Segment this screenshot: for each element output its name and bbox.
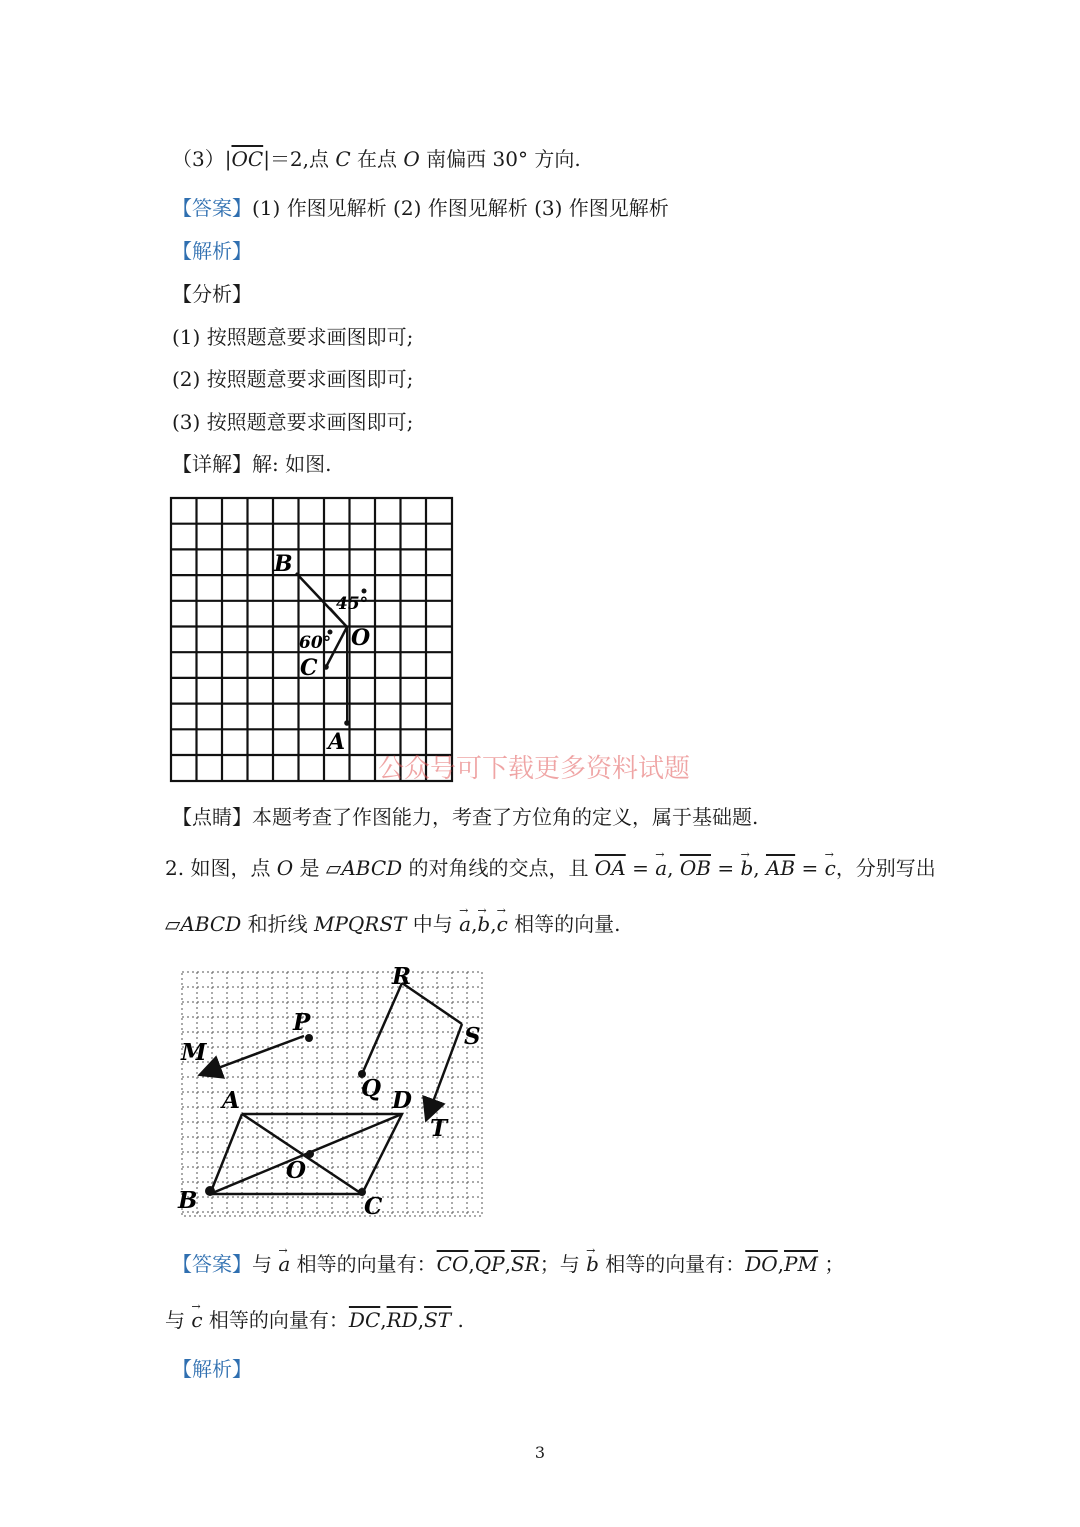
- vector-st: $\overline{ST}$: [424, 1308, 452, 1332]
- question-part-3-line: [172, 146, 581, 172]
- angle-60-label: 60°: [299, 633, 332, 653]
- answer-tag: 【答案】: [172, 196, 252, 220]
- text: 在点: [350, 147, 404, 171]
- vector-pm: [202, 1036, 304, 1074]
- text: 相等的向量有：: [598, 1252, 746, 1276]
- dianjing-line: [172, 804, 758, 830]
- label-q: Q: [361, 1075, 382, 1102]
- text: 与: [252, 1252, 279, 1276]
- text: ,: [777, 1252, 785, 1276]
- label-b: B: [274, 551, 293, 577]
- text: ，分别写出: [835, 856, 936, 880]
- vector-ab: $\overline{AB}$: [765, 856, 796, 880]
- page-number: 3: [534, 1443, 546, 1462]
- point-o-dot: [306, 1150, 314, 1158]
- text: 是: [293, 856, 326, 880]
- vector-c: → c: [497, 911, 508, 937]
- text: ,: [667, 856, 680, 880]
- text: =: [625, 856, 656, 880]
- vector-do: $\overline{DO}$: [745, 1252, 778, 1276]
- point-a-dot: [344, 720, 350, 726]
- dianjing-tag: 【点睛】: [172, 805, 252, 829]
- answer-text: (1) 作图见解析 (2) 作图见解析 (3) 作图见解析: [252, 196, 669, 220]
- analysis-tag: 【解析】: [172, 239, 252, 263]
- answer-1-line: [172, 195, 669, 221]
- fenxi-tag: 【分析】: [172, 282, 252, 306]
- abcd: ABCD: [341, 856, 403, 880]
- dianjing-text: 本题考查了作图能力，考查了方位角的定义，属于基础题.: [252, 805, 759, 829]
- text: 2. 如图，点: [165, 856, 277, 880]
- vector-b: → b: [477, 911, 490, 937]
- vector-c: → c: [191, 1307, 202, 1333]
- text: ；: [817, 1252, 845, 1276]
- vector-pm: $\overline{PM}$: [784, 1252, 818, 1276]
- angle-45-label: 45°: [336, 594, 369, 614]
- parallelogram-symbol: ▱: [165, 912, 181, 936]
- answer-2-line-1: [172, 1251, 844, 1277]
- label-c: C: [364, 1193, 383, 1220]
- text: 与: [165, 1308, 192, 1332]
- point-o: O: [276, 856, 294, 880]
- label-d: D: [392, 1087, 412, 1114]
- analysis-2-line: [172, 1356, 252, 1382]
- parallelogram-symbol: ▱: [325, 856, 342, 880]
- detail-text: 解: 如图.: [252, 452, 332, 476]
- text: 和折线: [241, 912, 314, 936]
- question-2-line-1: [165, 855, 936, 881]
- text: 中与: [406, 912, 460, 936]
- text: ,: [753, 856, 766, 880]
- figure-1-grid-diagram: [168, 495, 456, 785]
- analysis-tag: 【解析】: [172, 1357, 252, 1381]
- label-t: T: [430, 1115, 448, 1142]
- text: |: [224, 147, 232, 171]
- question-2-line-2: [165, 911, 621, 937]
- vector-a: → a: [459, 911, 471, 937]
- text: ,: [380, 1308, 387, 1332]
- fenxi-line: [172, 281, 252, 307]
- step-3-line: (3) 按照题意要求画图即可;: [172, 410, 414, 434]
- figure-2-parallelogram-diagram: [172, 962, 488, 1224]
- text: =: [795, 856, 825, 880]
- text: 相等的向量.: [507, 912, 621, 936]
- detail-line: [172, 451, 331, 477]
- vector-a: → a: [655, 855, 667, 881]
- label-o: O: [351, 625, 371, 651]
- vector-co: $\overline{CO}$: [436, 1252, 469, 1276]
- vector-rd: $\overline{RD}$: [386, 1308, 418, 1332]
- text: ,: [468, 1252, 475, 1276]
- point-c: C: [335, 147, 351, 171]
- answer-2-line-2: [165, 1307, 464, 1333]
- segment-rq: [362, 983, 402, 1074]
- text: ,: [504, 1252, 511, 1276]
- label-a: A: [222, 1087, 240, 1114]
- point-b-dot: [205, 1186, 215, 1196]
- point-o: O: [403, 147, 420, 171]
- vector-oc: $\overline{OC}$: [231, 147, 264, 171]
- label-r: R: [392, 963, 412, 990]
- label-m: M: [181, 1039, 207, 1066]
- vector-b: → b: [740, 855, 753, 881]
- vector-sr: $\overline{SR}$: [510, 1252, 540, 1276]
- text: 的对角线的交点，且: [402, 856, 595, 880]
- polyline-name: MPQRST: [313, 912, 407, 936]
- analysis-1-line: [172, 238, 252, 264]
- point-c-dot: [323, 664, 329, 670]
- degree-dot: [362, 589, 367, 594]
- abcd: ABCD: [180, 912, 242, 936]
- vector-oa: $\overline{OA}$: [594, 856, 626, 880]
- text: ＝2,点: [269, 147, 336, 171]
- text: ；与: [539, 1252, 587, 1276]
- text: ,: [417, 1308, 425, 1332]
- text: .: [451, 1308, 464, 1332]
- label-b: B: [178, 1187, 198, 1214]
- step-1-line: (1) 按照题意要求画图即可;: [172, 325, 414, 349]
- text: 相等的向量有：: [202, 1308, 349, 1332]
- text: 相等的向量有：: [290, 1252, 437, 1276]
- vector-c: → c: [825, 855, 836, 881]
- vector-st: [427, 1024, 462, 1118]
- vector-ob: $\overline{OB}$: [679, 856, 711, 880]
- answer-tag: 【答案】: [172, 1252, 252, 1276]
- vector-dc: $\overline{DC}$: [348, 1308, 381, 1332]
- vector-b: → b: [586, 1251, 599, 1277]
- label-o: O: [286, 1157, 307, 1184]
- detail-tag: 【详解】: [172, 452, 252, 476]
- vector-a: → a: [278, 1251, 290, 1277]
- label-p: P: [293, 1009, 311, 1036]
- label-s: S: [464, 1023, 481, 1050]
- label-a: A: [328, 729, 346, 755]
- text: |: [263, 147, 270, 171]
- text: =: [710, 856, 741, 880]
- label-c: C: [300, 655, 318, 681]
- vector-qp: $\overline{QP}$: [474, 1252, 505, 1276]
- text: ,: [490, 912, 497, 936]
- step-2-line: (2) 按照题意要求画图即可;: [172, 367, 414, 391]
- text: ,: [471, 912, 478, 936]
- watermark: 公众号可下载更多资料试题: [378, 754, 691, 784]
- text: 南偏西 30° 方向.: [419, 147, 581, 171]
- text: （3）: [172, 147, 225, 171]
